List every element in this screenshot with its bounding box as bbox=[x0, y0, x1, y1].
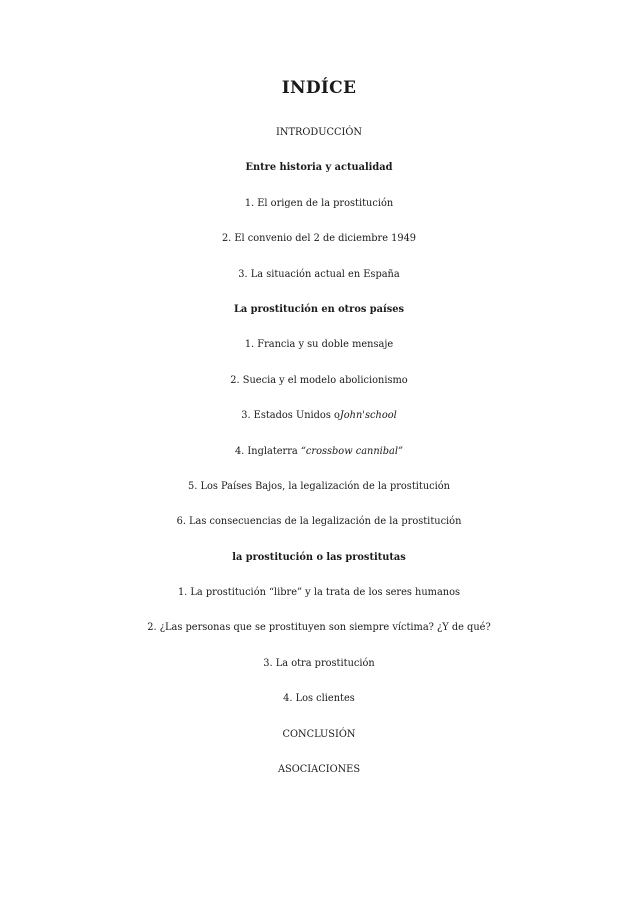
toc-entry: 1. Francia y su doble mensaje bbox=[244, 339, 394, 351]
toc-entry-conclusion: CONCLUSIÓN bbox=[282, 728, 356, 740]
toc-entry: 5. Los Países Bajos, la legalización de la prostitución bbox=[188, 480, 450, 492]
toc-entry: 1. La prostitución “libre” y la trata de los seres humanos bbox=[177, 587, 461, 599]
toc-section-otros-paises: La prostitución en otros países bbox=[234, 303, 404, 315]
toc-entry: 4. Los clientes bbox=[283, 693, 355, 705]
toc-section-entre-historia: Entre historia y actualidad bbox=[245, 162, 393, 174]
page-title: INDÍCE bbox=[281, 78, 357, 98]
toc-entry: 2. ¿Las personas que se prostituyen son siempre víctima? ¿Y de qué? bbox=[147, 622, 491, 634]
toc-entry-asociaciones: ASOCIACIONES bbox=[277, 764, 361, 776]
toc-entry: 2. El convenio del 2 de diciembre 1949 bbox=[221, 233, 417, 245]
toc-entry-italic: John'school bbox=[339, 410, 397, 422]
toc-entry: 3. La otra prostitución bbox=[263, 657, 375, 669]
toc-entry: 6. Las consecuencias de la legalización de la prostitución bbox=[176, 516, 462, 528]
toc-entry: 3. Estados Unidos oJohn'school bbox=[0, 405, 638, 440]
toc-entry: 4. Inglaterra “crossbow cannibal” bbox=[0, 441, 638, 476]
toc-entry-italic: “crossbow cannibal” bbox=[300, 445, 404, 457]
toc-entry: 2. Suecia y el modelo abolicionismo bbox=[230, 374, 408, 386]
toc-section-prostitucion: la prostitución o las prostitutas bbox=[232, 551, 406, 563]
table-of-contents bbox=[0, 122, 638, 794]
toc-entry: 1. El origen de la prostitución bbox=[244, 197, 394, 209]
toc-entry-introduccion: INTRODUCCIÓN bbox=[276, 127, 362, 138]
toc-entry: 3. La situación actual en España bbox=[238, 268, 400, 280]
